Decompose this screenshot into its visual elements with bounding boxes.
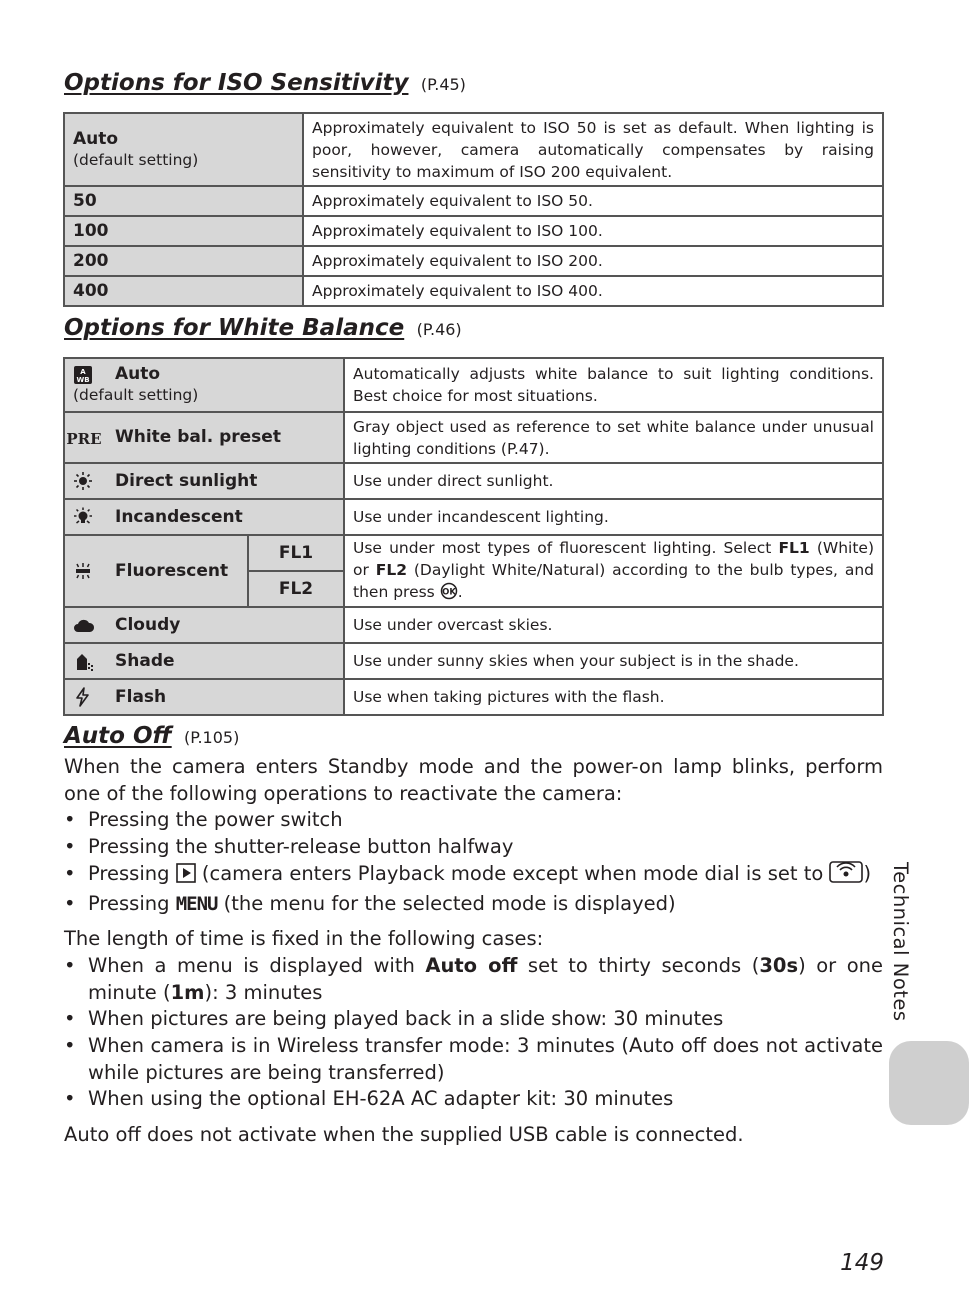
iso-label: 400 [73,280,109,301]
autooff-heading [64,721,239,749]
table-row [64,276,883,306]
ok-button-icon [440,582,458,606]
cloud-icon [73,615,115,635]
list-item: • Pressing (camera enters Playback mode except when mode dial is set to ) [64,861,883,891]
wb-desc: Use under direct sunlight. [344,463,883,499]
table-row [64,358,883,412]
table-row [64,679,883,715]
table-row [64,499,883,535]
iso-label: 100 [73,220,109,241]
wb-label: Incandescent [115,506,243,527]
playback-button-icon [176,863,196,891]
preset-icon [66,428,115,448]
wb-label: Auto [115,364,161,384]
flash-icon [73,687,115,707]
default-note: (default setting) [73,386,199,404]
list-item: • When camera is in Wireless transfer mode: 3 minutes (Auto off does not activate while pictures are being transferred) [64,1033,883,1086]
table-row [64,607,883,643]
reactivate-list [64,807,883,917]
wb-heading [64,313,462,341]
iso-desc: Approximately equivalent to ISO 200. [303,246,883,276]
menu-button-icon: MENU [175,892,218,915]
autooff-final: Auto off does not activate when the supplied USB cable is connected. [64,1123,744,1147]
autooff-body [64,754,883,1149]
table-row [64,535,883,571]
iso-desc: Approximately equivalent to ISO 100. [303,216,883,246]
fl1-label: FL1 [248,535,344,571]
wb-desc: Use when taking pictures with the flash. [344,679,883,715]
list-item: • Pressing the power switch [64,807,883,834]
wb-desc: Use under sunny skies when your subject is in the shade. [344,643,883,679]
table-row [64,216,883,246]
section-side-label: Technical Notes [889,862,912,1022]
iso-label: Auto [73,128,119,149]
bulb-icon [73,507,115,527]
default-note: (default setting) [73,150,199,169]
page-number: 149 [840,1250,884,1276]
iso-page-ref: (P.45) [420,75,466,94]
iso-desc: Approximately equivalent to ISO 50. [303,186,883,216]
list-item: • Pressing the shutter-release button halfway [64,834,883,861]
wb-desc: Automatically adjusts white balance to suit lighting conditions. Best choice for most situations. [344,358,883,412]
iso-table [63,112,884,307]
autooff-title: Auto Off [64,723,172,749]
svg-text:WB: WB [76,375,90,384]
fixed-list [64,953,883,1113]
wb-label: Flash [115,686,167,707]
wb-label: Direct sunlight [115,470,258,491]
list-item: • When pictures are being played back in a slide show: 30 minutes [64,1006,883,1033]
table-row [64,113,883,186]
wb-label: Fluorescent [115,560,229,581]
sun-icon [73,471,115,491]
iso-desc: Approximately equivalent to ISO 400. [303,276,883,306]
wb-desc: Use under incandescent lighting. [344,499,883,535]
wb-page-ref: (P.46) [416,320,462,339]
fixed-intro: The length of time is fixed in the following cases: [64,927,544,951]
iso-title: Options for ISO Sensitivity [64,70,409,96]
iso-label: 200 [73,250,109,271]
wb-desc: Use under overcast skies. [344,607,883,643]
wb-desc: Use under most types of fluorescent lighting. Select FL1 (White) or FL2 (Daylight White/Natural) according to the bulb types, and then press OK . [344,535,883,607]
autooff-page-ref: (P.105) [184,728,240,747]
wb-title: Options for White Balance [64,315,405,341]
table-row [64,412,883,463]
wb-label: Shade [115,650,175,671]
wb-label: White bal. preset [115,427,281,447]
auto-wb-icon [73,365,115,385]
autooff-intro: When the camera enters Standby mode and the power-on lamp blinks, perform one of the following operations to reactivate the camera: [64,755,883,805]
list-item: • When a menu is displayed with Auto off set to thirty seconds (30s) or one minute (1m): 3 minutes [64,953,883,1006]
svg-text:PRE: PRE [66,429,102,448]
wb-desc: Gray object used as reference to set white balance under unusual lighting conditions (P.47). [344,412,883,463]
wb-label-cell [64,358,344,412]
section-tab [889,1041,969,1125]
wb-table [63,357,884,716]
table-row [64,463,883,499]
table-row [64,643,883,679]
fluorescent-icon [73,561,115,581]
iso-heading [64,68,466,96]
svg-text:OK: OK [441,587,456,597]
iso-label-cell [64,113,303,186]
list-item: • When using the optional EH-62A AC adapter kit: 30 minutes [64,1086,883,1113]
shade-icon [73,650,115,672]
wireless-mode-icon [829,861,863,891]
table-row [64,246,883,276]
wb-label: Cloudy [115,614,181,635]
iso-label: 50 [73,190,97,211]
fl2-label: FL2 [248,571,344,607]
table-row [64,186,883,216]
iso-desc: Approximately equivalent to ISO 50 is set as default. When lighting is poor, however, camera automatically compensates by raising sensitivity to maximum of ISO 200 equivalent. [303,113,883,186]
list-item: • Pressing MENU (the menu for the selected mode is displayed) [64,891,883,918]
svg-text:A: A [80,367,86,376]
